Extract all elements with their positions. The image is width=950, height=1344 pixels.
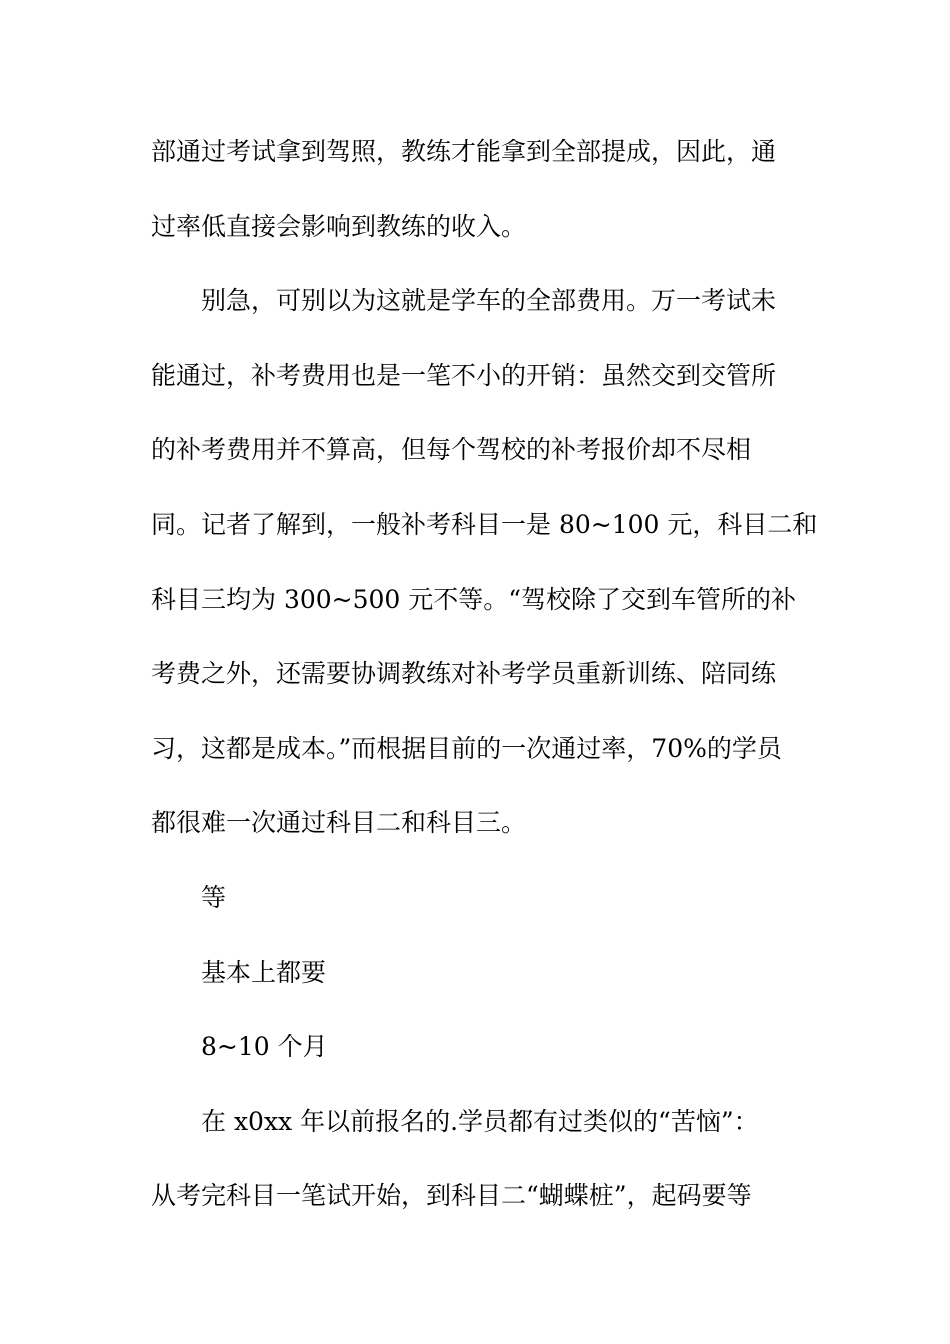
text-line: 科目三均为 300~500 元不等。“驾校除了交到车管所的补 xyxy=(151,584,797,614)
text-line: 8~10 个月 xyxy=(201,1032,328,1062)
text-line: 过率低直接会影响到教练的收入。 xyxy=(151,211,527,241)
text-line: 的补考费用并不算高，但每个驾校的补考报价却不尽相 xyxy=(151,435,752,465)
text-line: 在 x0xx 年以前报名的.学员都有过类似的“苦恼”： xyxy=(201,1106,759,1136)
text-line: 能通过，补考费用也是一笔不小的开销：虽然交到交管所 xyxy=(151,360,777,390)
text-line: 别急，可别以为这就是学车的全部费用。万一考试未 xyxy=(201,286,777,316)
document-body xyxy=(151,115,818,1234)
text-line: 同。记者了解到，一般补考科目一是 80~100 元，科目二和 xyxy=(151,509,818,539)
text-line: 基本上都要 xyxy=(201,957,327,987)
text-line: 都很难一次通过科目二和科目三。 xyxy=(151,808,527,838)
text-line: 习，这都是成本。”而根据目前的一次通过率，70%的学员 xyxy=(151,733,782,763)
text-line: 从考完科目一笔试开始，到科目二“蝴蝶桩”，起码要等 xyxy=(151,1181,752,1211)
text-line: 等 xyxy=(201,882,227,912)
text-line: 部通过考试拿到驾照，教练才能拿到全部提成，因此，通 xyxy=(151,137,777,166)
text-line: 考费之外，还需要协调教练对补考学员重新训练、陪同练 xyxy=(151,659,777,689)
